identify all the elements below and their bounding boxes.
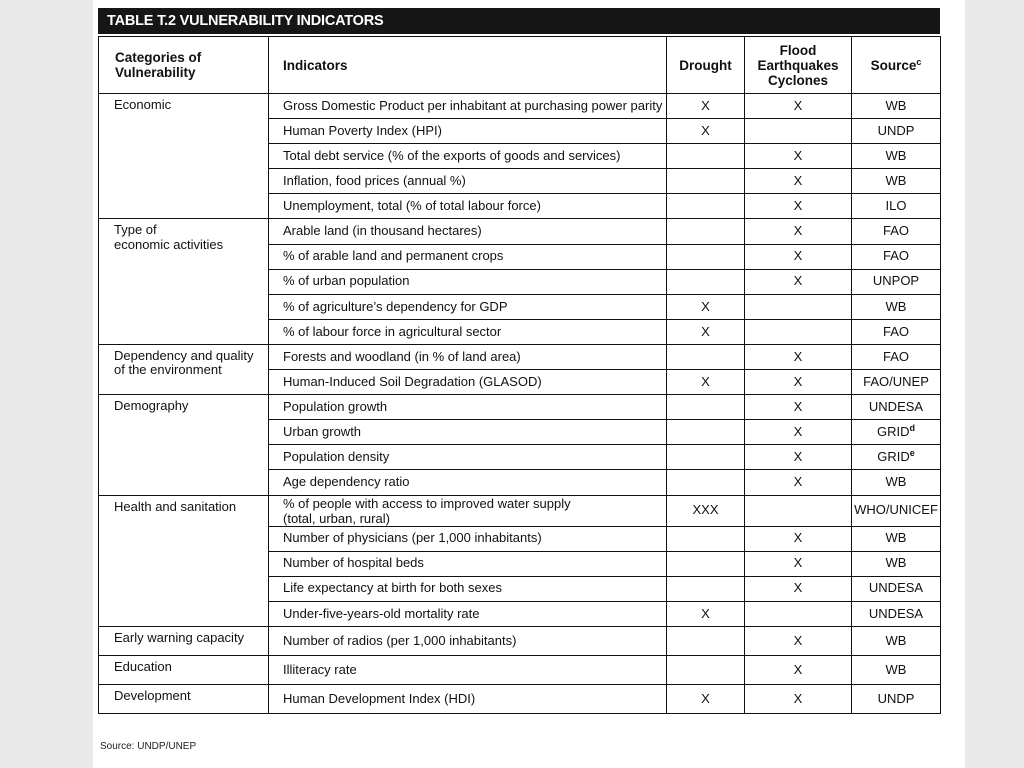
indicator-cell	[269, 420, 667, 445]
drought-mark	[667, 655, 745, 684]
flood-earthquakes-cyclones-mark: X	[745, 169, 852, 194]
flood-earthquakes-cyclones-mark: X	[745, 244, 852, 269]
flood-earthquakes-cyclones-mark: X	[745, 551, 852, 576]
indicator-label: Life expectancy at birth for both sexes	[283, 580, 502, 596]
indicator-cell	[269, 370, 667, 395]
flood-earthquakes-cyclones-mark: X	[745, 94, 852, 119]
source-cell	[852, 495, 941, 526]
source-label: WB	[885, 530, 907, 546]
flood-earthquakes-cyclones-mark	[745, 119, 852, 144]
indicator-label: Human Poverty Index (HPI)	[283, 122, 442, 138]
drought-mark	[667, 395, 745, 420]
source-cell	[852, 370, 941, 395]
flood-earthquakes-cyclones-mark: X	[745, 194, 852, 219]
drought-mark	[667, 445, 745, 470]
source-cell	[852, 94, 941, 119]
source-label: GRID	[877, 424, 910, 440]
header-flood-line1: Flood	[779, 42, 817, 58]
indicator-cell	[269, 94, 667, 119]
header-flood-line3: Cyclones	[767, 72, 829, 88]
indicator-label: % of urban population	[283, 273, 410, 289]
source-label: ILO	[885, 198, 907, 214]
flood-earthquakes-cyclones-mark: X	[745, 144, 852, 169]
category-label: Economic	[114, 97, 172, 112]
source-label: WB	[885, 173, 907, 189]
source-label: UNDESA	[868, 398, 924, 414]
category-cell	[99, 626, 269, 655]
source-note: Source: UNDP/UNEP	[100, 741, 197, 752]
source-label: UNDP	[877, 690, 915, 706]
document-page	[93, 0, 965, 768]
indicator-cell	[269, 119, 667, 144]
source-cell	[852, 626, 941, 655]
source-cell	[852, 445, 941, 470]
drought-mark	[667, 526, 745, 551]
table-row	[99, 626, 941, 655]
drought-mark	[667, 626, 745, 655]
indicator-label: Illiteracy rate	[283, 661, 357, 677]
indicator-label: Age dependency ratio	[283, 474, 410, 490]
category-cell	[99, 655, 269, 684]
vulnerability-indicators-table	[98, 36, 941, 714]
drought-mark: X	[667, 370, 745, 395]
source-cell	[852, 551, 941, 576]
header-categories-line2: Vulnerability	[115, 65, 196, 80]
source-footnote: e	[909, 448, 915, 459]
source-cell	[852, 685, 941, 714]
source-cell	[852, 601, 941, 626]
flood-earthquakes-cyclones-mark	[745, 294, 852, 319]
indicator-label: Human-Induced Soil Degradation (GLASOD)	[283, 373, 542, 389]
drought-mark	[667, 551, 745, 576]
flood-earthquakes-cyclones-mark: X	[745, 685, 852, 714]
drought-mark	[667, 576, 745, 601]
flood-earthquakes-cyclones-mark: X	[745, 344, 852, 369]
table-row	[99, 655, 941, 684]
indicator-cell	[269, 319, 667, 344]
indicator-cell	[269, 655, 667, 684]
drought-mark	[667, 269, 745, 294]
drought-mark	[667, 344, 745, 369]
table-row	[99, 219, 941, 244]
indicator-label: Population density	[283, 449, 390, 465]
drought-mark	[667, 470, 745, 495]
category-cell	[99, 495, 269, 626]
header-flood-line2: Earthquakes	[757, 57, 839, 73]
header-source	[852, 37, 941, 94]
indicator-cell	[269, 445, 667, 470]
category-label: Early warning capacity	[114, 629, 245, 645]
source-label: FAO	[882, 348, 909, 364]
indicator-cell	[269, 601, 667, 626]
indicator-label: Arable land (in thousand hectares)	[283, 223, 482, 239]
source-cell	[852, 219, 941, 244]
category-cell	[99, 685, 269, 714]
indicator-label: Human Development Index (HDI)	[283, 690, 476, 706]
indicator-label: Urban growth	[283, 424, 362, 440]
drought-mark	[667, 244, 745, 269]
indicator-cell	[269, 576, 667, 601]
source-label: WHO/UNICEF	[854, 502, 938, 518]
source-cell	[852, 144, 941, 169]
header-categories	[99, 37, 269, 94]
indicator-cell	[269, 219, 667, 244]
source-label: WB	[885, 298, 907, 314]
indicator-label: % of agriculture’s dependency for GDP	[283, 298, 508, 314]
indicator-label: % of people with access to improved water supply	[283, 495, 571, 511]
indicator-label: Number of hospital beds	[283, 555, 424, 571]
source-label: WB	[885, 147, 907, 163]
drought-mark: X	[667, 94, 745, 119]
indicator-label: Population growth	[283, 398, 388, 414]
flood-earthquakes-cyclones-mark	[745, 601, 852, 626]
table-row	[99, 495, 941, 526]
flood-earthquakes-cyclones-mark: X	[745, 445, 852, 470]
header-drought: Drought	[667, 37, 745, 94]
source-cell	[852, 395, 941, 420]
drought-mark	[667, 420, 745, 445]
indicator-cell	[269, 294, 667, 319]
drought-mark	[667, 144, 745, 169]
header-categories-line1: Categories of	[115, 50, 202, 65]
source-cell	[852, 194, 941, 219]
source-cell	[852, 269, 941, 294]
source-label: FAO	[882, 248, 909, 264]
source-cell	[852, 344, 941, 369]
source-footnote: d	[909, 423, 915, 434]
flood-earthquakes-cyclones-mark: X	[745, 219, 852, 244]
flood-earthquakes-cyclones-mark: X	[745, 269, 852, 294]
flood-earthquakes-cyclones-mark: X	[745, 526, 852, 551]
indicator-label: % of labour force in agricultural sector	[283, 323, 502, 339]
indicator-label: Number of physicians (per 1,000 inhabitants)	[283, 530, 542, 546]
source-cell	[852, 576, 941, 601]
indicator-label: (total, urban, rural)	[283, 510, 390, 526]
table-row	[99, 94, 941, 119]
indicator-label: Inflation, food prices (annual %)	[283, 173, 466, 189]
table-row	[99, 344, 941, 369]
category-label: Development	[114, 688, 191, 704]
header-source-footnote: c	[916, 56, 922, 67]
table-title: TABLE T.2 VULNERABILITY INDICATORS	[98, 8, 940, 34]
source-cell	[852, 420, 941, 445]
source-cell	[852, 526, 941, 551]
source-label: FAO	[882, 323, 909, 339]
drought-mark	[667, 194, 745, 219]
table-row	[99, 685, 941, 714]
indicator-label: Gross Domestic Product per inhabitant at purchasing power parity	[283, 97, 663, 113]
header-source-label: Source	[870, 57, 917, 73]
drought-mark	[667, 169, 745, 194]
source-cell	[852, 294, 941, 319]
category-label: Dependency and quality	[114, 347, 254, 363]
flood-earthquakes-cyclones-mark: X	[745, 626, 852, 655]
table-row	[99, 395, 941, 420]
indicator-label: Unemployment, total (% of total labour force)	[283, 198, 541, 214]
header-indicators: Indicators	[269, 37, 667, 94]
table-header-row	[99, 37, 941, 94]
flood-earthquakes-cyclones-mark: X	[745, 655, 852, 684]
source-label: FAO	[882, 223, 909, 239]
source-cell	[852, 119, 941, 144]
source-label: UNPOP	[872, 273, 920, 289]
indicator-cell	[269, 395, 667, 420]
category-cell	[99, 344, 269, 394]
flood-earthquakes-cyclones-mark	[745, 495, 852, 526]
drought-mark: X	[667, 319, 745, 344]
source-label: WB	[885, 555, 907, 571]
category-label: of the environment	[114, 362, 222, 378]
indicator-cell	[269, 269, 667, 294]
drought-mark: XXX	[667, 495, 745, 526]
indicator-cell	[269, 526, 667, 551]
source-cell	[852, 244, 941, 269]
indicator-cell	[269, 194, 667, 219]
category-label: Health and sanitation	[114, 498, 237, 514]
indicator-cell	[269, 470, 667, 495]
flood-earthquakes-cyclones-mark: X	[745, 576, 852, 601]
drought-mark: X	[667, 119, 745, 144]
category-label: Demography	[114, 398, 189, 414]
source-label: WB	[885, 632, 907, 648]
table-body	[99, 94, 941, 714]
source-cell	[852, 169, 941, 194]
drought-mark: X	[667, 601, 745, 626]
indicator-label: Under-five-years-old mortality rate	[283, 605, 480, 621]
source-label: UNDESA	[868, 580, 924, 596]
source-label: UNDP	[877, 122, 915, 138]
indicator-cell	[269, 169, 667, 194]
drought-mark: X	[667, 685, 745, 714]
indicator-label: Number of radios (per 1,000 inhabitants)	[283, 632, 517, 648]
indicator-cell	[269, 495, 667, 526]
category-label: Education	[114, 658, 172, 674]
indicator-label: Forests and woodland (in % of land area)	[283, 348, 521, 364]
source-cell	[852, 319, 941, 344]
indicator-cell	[269, 685, 667, 714]
source-label: WB	[885, 97, 907, 113]
source-cell	[852, 470, 941, 495]
category-label: Type of	[114, 222, 157, 238]
category-label: economic activities	[114, 236, 224, 252]
category-cell	[99, 395, 269, 495]
source-label: GRID	[877, 449, 910, 465]
source-label: UNDESA	[868, 605, 924, 621]
indicator-cell	[269, 244, 667, 269]
indicator-cell	[269, 144, 667, 169]
header-flood	[745, 37, 852, 94]
indicator-label: % of arable land and permanent crops	[283, 248, 504, 264]
category-cell	[99, 94, 269, 219]
drought-mark	[667, 219, 745, 244]
flood-earthquakes-cyclones-mark: X	[745, 470, 852, 495]
drought-mark: X	[667, 294, 745, 319]
indicator-cell	[269, 626, 667, 655]
indicator-cell	[269, 551, 667, 576]
source-cell	[852, 655, 941, 684]
indicator-label: Total debt service (% of the exports of goods and services)	[283, 147, 621, 163]
indicator-cell	[269, 344, 667, 369]
flood-earthquakes-cyclones-mark: X	[745, 370, 852, 395]
flood-earthquakes-cyclones-mark: X	[745, 395, 852, 420]
source-label: WB	[885, 661, 907, 677]
category-cell	[99, 219, 269, 344]
flood-earthquakes-cyclones-mark: X	[745, 420, 852, 445]
source-label: FAO/UNEP	[863, 373, 929, 389]
source-label: WB	[885, 474, 907, 490]
flood-earthquakes-cyclones-mark	[745, 319, 852, 344]
